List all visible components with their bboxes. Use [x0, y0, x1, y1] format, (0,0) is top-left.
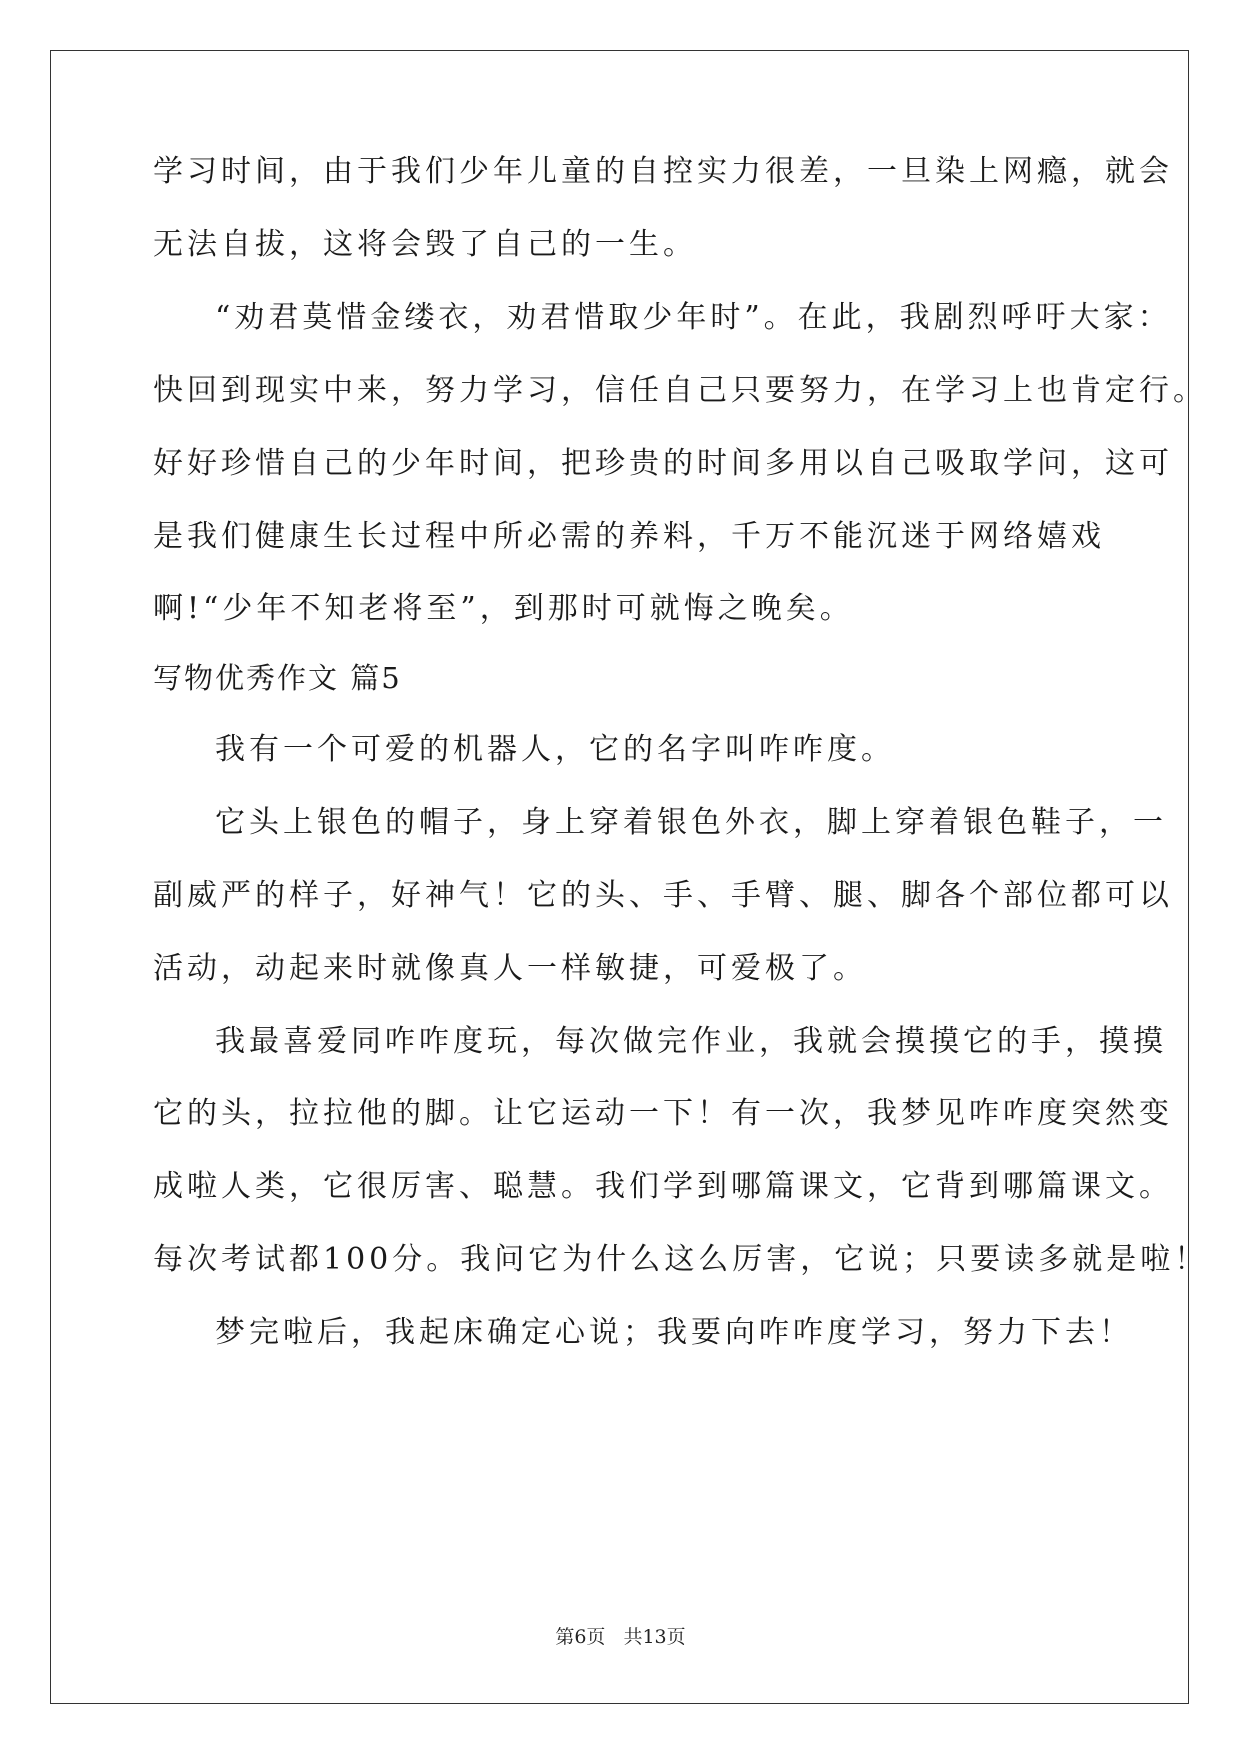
- paragraph-line: 学习时间，由于我们少年儿童的自控实力很差，一旦染上网瘾，就会: [153, 154, 1173, 189]
- total-pages: 共13页: [623, 1626, 686, 1648]
- paragraph-line: 每次考试都100分。我问它为什么这么厉害，它说；只要读多就是啦！: [153, 1242, 1209, 1277]
- paragraph-line: 是我们健康生长过程中所必需的养料，千万不能沉迷于网络嬉戏: [153, 519, 1105, 554]
- paragraph-line: 梦完啦后，我起床确定心说；我要向咋咋度学习，努力下去！: [215, 1315, 1133, 1350]
- paragraph-line: 成啦人类，它很厉害、聪慧。我们学到哪篇课文，它背到哪篇课文。: [153, 1169, 1173, 1204]
- paragraph-line: 副威严的样子，好神气！它的头、手、手臂、腿、脚各个部位都可以: [153, 878, 1173, 913]
- paragraph-line: 我最喜爱同咋咋度玩，每次做完作业，我就会摸摸它的手，摸摸: [215, 1024, 1167, 1059]
- paragraph-line: 好好珍惜自己的少年时间，把珍贵的时间多用以自己吸取学问，这可: [153, 446, 1173, 481]
- page-footer: [0, 1625, 1241, 1649]
- current-page-number: 第6页: [555, 1626, 606, 1648]
- paragraph-line: “劝君莫惜金缕衣，劝君惜取少年时”。在此，我剧烈呼吁大家：: [215, 300, 1172, 335]
- section-heading: 写物优秀作文 篇5: [153, 661, 402, 695]
- paragraph-line: 快回到现实中来，努力学习，信任自己只要努力，在学习上也肯定行。: [153, 373, 1207, 408]
- paragraph-line: 它头上银色的帽子，身上穿着银色外衣，脚上穿着银色鞋子，一: [215, 805, 1167, 840]
- paragraph-line: 它的头，拉拉他的脚。让它运动一下！有一次，我梦见咋咋度突然变: [153, 1096, 1173, 1131]
- paragraph-line: 无法自拔，这将会毁了自己的一生。: [153, 227, 697, 262]
- paragraph-line: 啊!“少年不知老将至”，到那时可就悔之晚矣。: [153, 591, 854, 626]
- paragraph-line: 我有一个可爱的机器人，它的名字叫咋咋度。: [215, 732, 895, 767]
- paragraph-line: 活动，动起来时就像真人一样敏捷，可爱极了。: [153, 951, 867, 986]
